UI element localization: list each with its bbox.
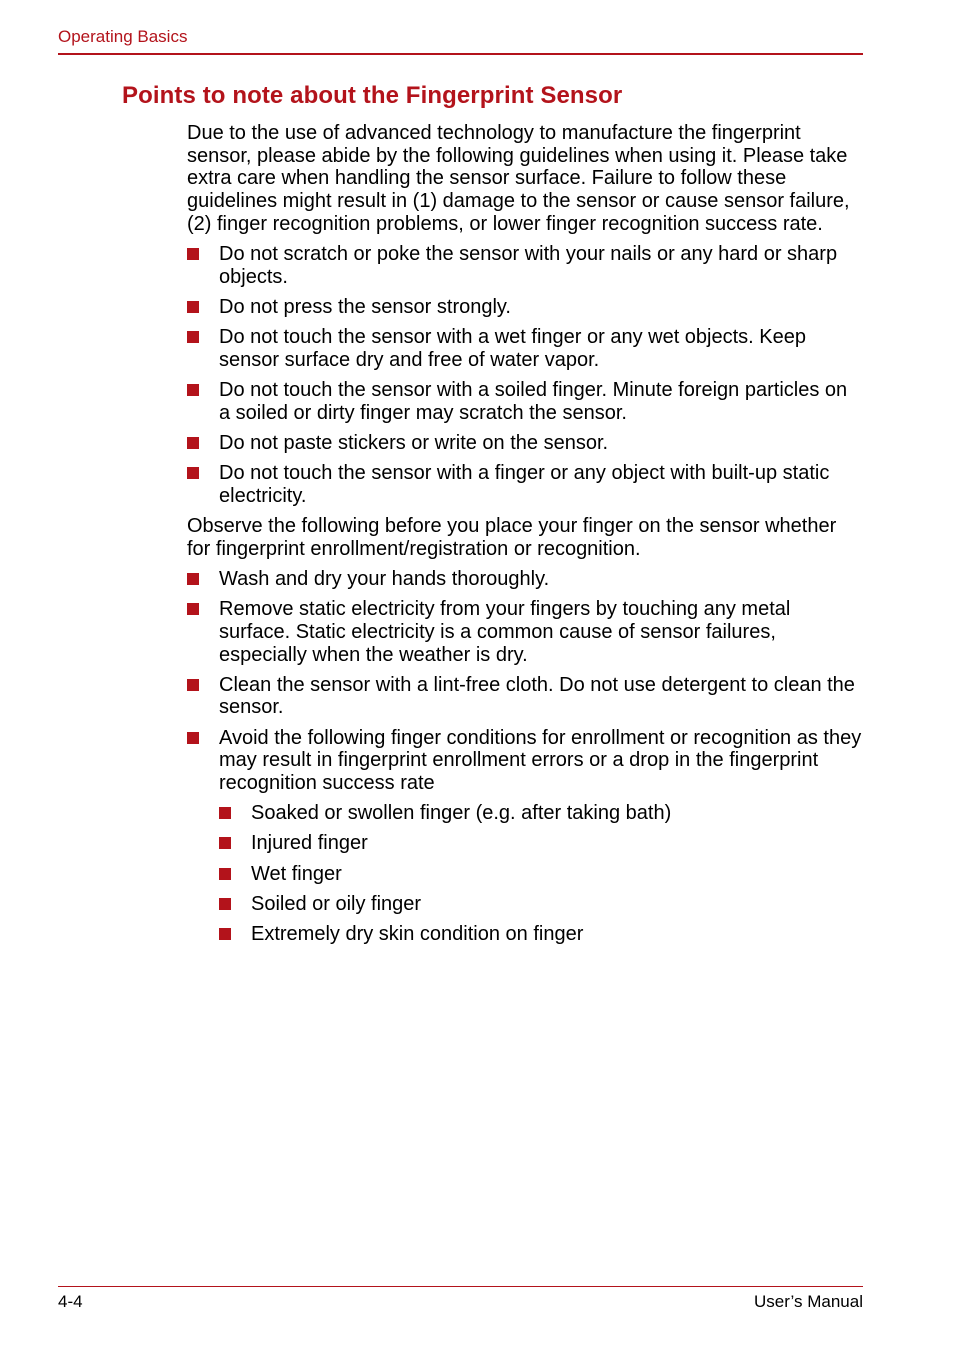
list-item <box>187 727 863 946</box>
list-item <box>187 379 863 424</box>
footer-rule <box>58 1286 863 1287</box>
sub-list-item-text: Soiled or oily finger <box>251 892 422 915</box>
square-bullet-icon <box>187 732 199 744</box>
list-item <box>187 432 863 455</box>
list-item-text: Do not scratch or poke the sensor with your nails or any hard or sharp objects. <box>219 243 838 288</box>
list-item-text: Do not paste stickers or write on the sensor. <box>219 431 609 454</box>
sub-list-item <box>219 893 863 916</box>
square-bullet-icon <box>187 384 199 396</box>
list-item-text: Do not press the sensor strongly. <box>219 295 511 318</box>
list-item <box>187 243 863 288</box>
header-rule <box>58 53 863 55</box>
square-bullet-icon <box>219 837 231 849</box>
list-item <box>187 674 863 719</box>
sub-list-item <box>219 832 863 855</box>
sub-list-item-text: Extremely dry skin condition on finger <box>251 923 584 946</box>
list-item <box>187 462 863 507</box>
list-item <box>187 568 863 591</box>
square-bullet-icon <box>219 807 231 819</box>
guidelines-list <box>187 243 863 508</box>
list-item-text: Do not touch the sensor with a wet finger or any wet objects. Keep sensor surface dry and free of water vapor. <box>219 326 806 371</box>
section-title: Points to note about the Fingerprint Sensor <box>122 82 623 109</box>
sub-list-item <box>219 802 863 825</box>
sub-list-item-text: Wet finger <box>251 862 342 885</box>
square-bullet-icon <box>187 603 199 615</box>
list-item-text: Avoid the following finger conditions for enrollment or recognition as they may result in fingerprint enrollment errors or a drop in the fingerprint recognition success rate <box>219 726 862 795</box>
section-body <box>187 122 863 953</box>
list-item-text: Do not touch the sensor with a finger or any object with built-up static electricity. <box>219 462 830 507</box>
list-item-text: Wash and dry your hands thoroughly. <box>219 567 550 590</box>
list-item <box>187 296 863 319</box>
square-bullet-icon <box>187 301 199 313</box>
list-item <box>187 326 863 371</box>
observe-paragraph: Observe the following before you place your finger on the sensor whether for fingerprint enrollment/registration or recognition. <box>187 515 837 560</box>
square-bullet-icon <box>219 898 231 910</box>
intro-paragraph: Due to the use of advanced technology to manufacture the fingerprint sensor, please abide by the following guidelines when using it. Please take extra care when handling the sensor surface. Failure to follow these guidelines might result in (1) damage to the sensor or cause sensor failure, (2) finger recognition problems, or lower finger recognition success rate. <box>187 122 850 235</box>
square-bullet-icon <box>219 868 231 880</box>
square-bullet-icon <box>219 928 231 940</box>
page-number: 4-4 <box>58 1292 83 1311</box>
sub-list-item-text: Injured finger <box>251 832 368 855</box>
sub-list-item <box>219 923 863 946</box>
square-bullet-icon <box>187 679 199 691</box>
manual-title: User’s Manual <box>754 1292 863 1311</box>
square-bullet-icon <box>187 331 199 343</box>
square-bullet-icon <box>187 467 199 479</box>
observe-list <box>187 568 863 946</box>
running-header: Operating Basics <box>58 27 188 46</box>
sub-list-item <box>219 863 863 886</box>
list-item-text: Do not touch the sensor with a soiled finger. Minute foreign particles on a soiled or dirty finger may scratch the sensor. <box>219 379 848 424</box>
square-bullet-icon <box>187 248 199 260</box>
square-bullet-icon <box>187 573 199 585</box>
sub-list-item-text: Soaked or swollen finger (e.g. after taking bath) <box>251 802 672 825</box>
square-bullet-icon <box>187 437 199 449</box>
list-item-text: Remove static electricity from your fingers by touching any metal surface. Static electricity is a common cause of sensor failures, especially when the weather is dry. <box>219 598 791 666</box>
list-item-text: Clean the sensor with a lint-free cloth. Do not use detergent to clean the sensor. <box>219 673 855 719</box>
finger-conditions-list <box>219 802 863 946</box>
list-item <box>187 598 863 666</box>
